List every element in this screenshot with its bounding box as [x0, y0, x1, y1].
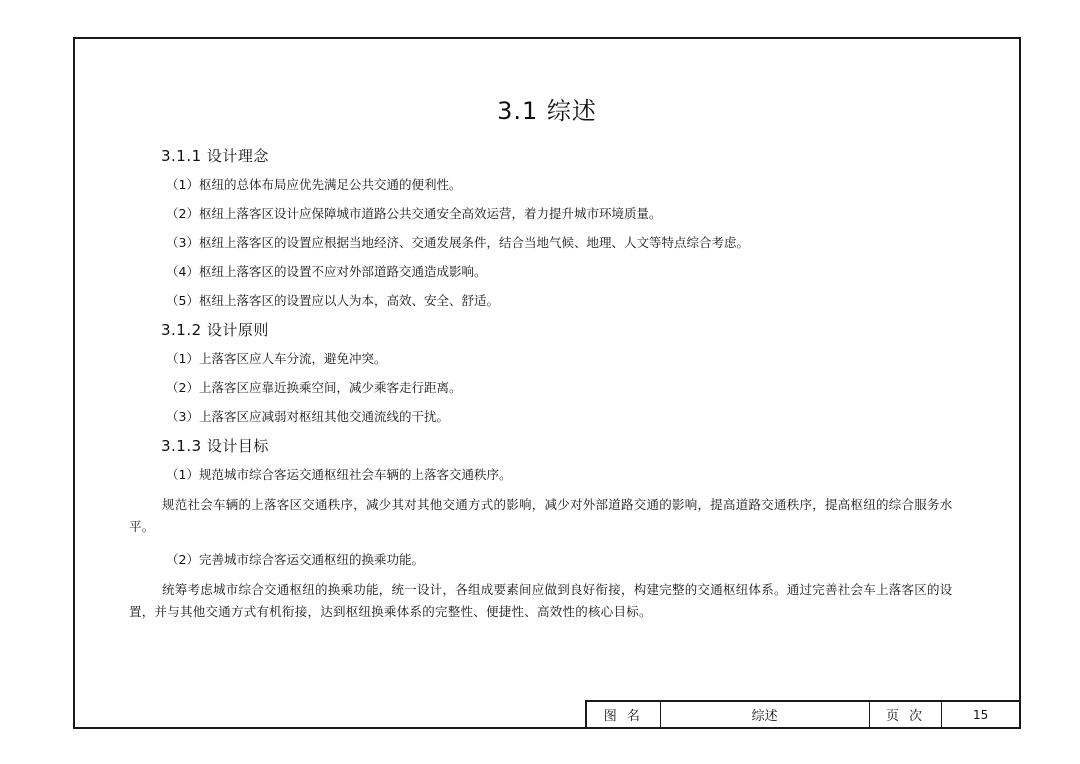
- list-item: （5）枢纽上落客区的设置应以人为本，高效、安全、舒适。: [166, 293, 499, 308]
- list-item: （3）枢纽上落客区的设置应根据当地经济、交通发展条件，结合当地气候、地理、人文等特点综合考虑。: [166, 235, 749, 250]
- section-heading-design-concept: 3.1.1 设计理念: [161, 147, 269, 165]
- goal-paragraph: 统筹考虑城市综合交通枢纽的换乘功能，统一设计，各组成要素间应做到良好衔接，构建完整的交通枢纽体系。通过完善社会车上落客区的设置，并与其他交通方式有机衔接，达到枢纽换乘体系的完整性、便捷性、高效性的核心目标。: [129, 582, 953, 619]
- document-body: [129, 146, 969, 623]
- list-item: （3）上落客区应减弱对枢纽其他交通流线的干扰。: [166, 409, 449, 424]
- goal-item: （2）完善城市综合客运交通枢纽的换乘功能。: [166, 552, 424, 567]
- goal-item: （1）规范城市综合客运交通枢纽社会车辆的上落客交通秩序。: [166, 467, 512, 482]
- list-item: （1）枢纽的总体布局应优先满足公共交通的便利性。: [166, 177, 462, 192]
- page-number-label: 页 次: [870, 702, 943, 727]
- goal-paragraph: 规范社会车辆的上落客区交通秩序，减少其对其他交通方式的影响，减少对外部道路交通的影响，提高道路交通秩序，提高枢纽的综合服务水平。: [129, 497, 953, 534]
- drawing-name-label: 图 名: [587, 702, 661, 727]
- list-item: （1）上落客区应人车分流，避免冲突。: [166, 351, 387, 366]
- list-item: （2）枢纽上落客区设计应保障城市道路公共交通安全高效运营，着力提升城市环境质量。: [166, 206, 662, 221]
- drawing-frame: [73, 37, 1021, 729]
- section-heading-design-principles: 3.1.2 设计原则: [161, 321, 269, 339]
- section-heading-design-goals: 3.1.3 设计目标: [161, 437, 269, 455]
- list-item: （2）上落客区应靠近换乘空间，减少乘客走行距离。: [166, 380, 462, 395]
- page-number-value: 15: [973, 707, 989, 722]
- page-title: 3.1 综述: [497, 97, 597, 125]
- list-item: （4）枢纽上落客区的设置不应对外部道路交通造成影响。: [166, 264, 487, 279]
- title-block: [585, 700, 1019, 727]
- drawing-name-value: 综述: [661, 702, 870, 727]
